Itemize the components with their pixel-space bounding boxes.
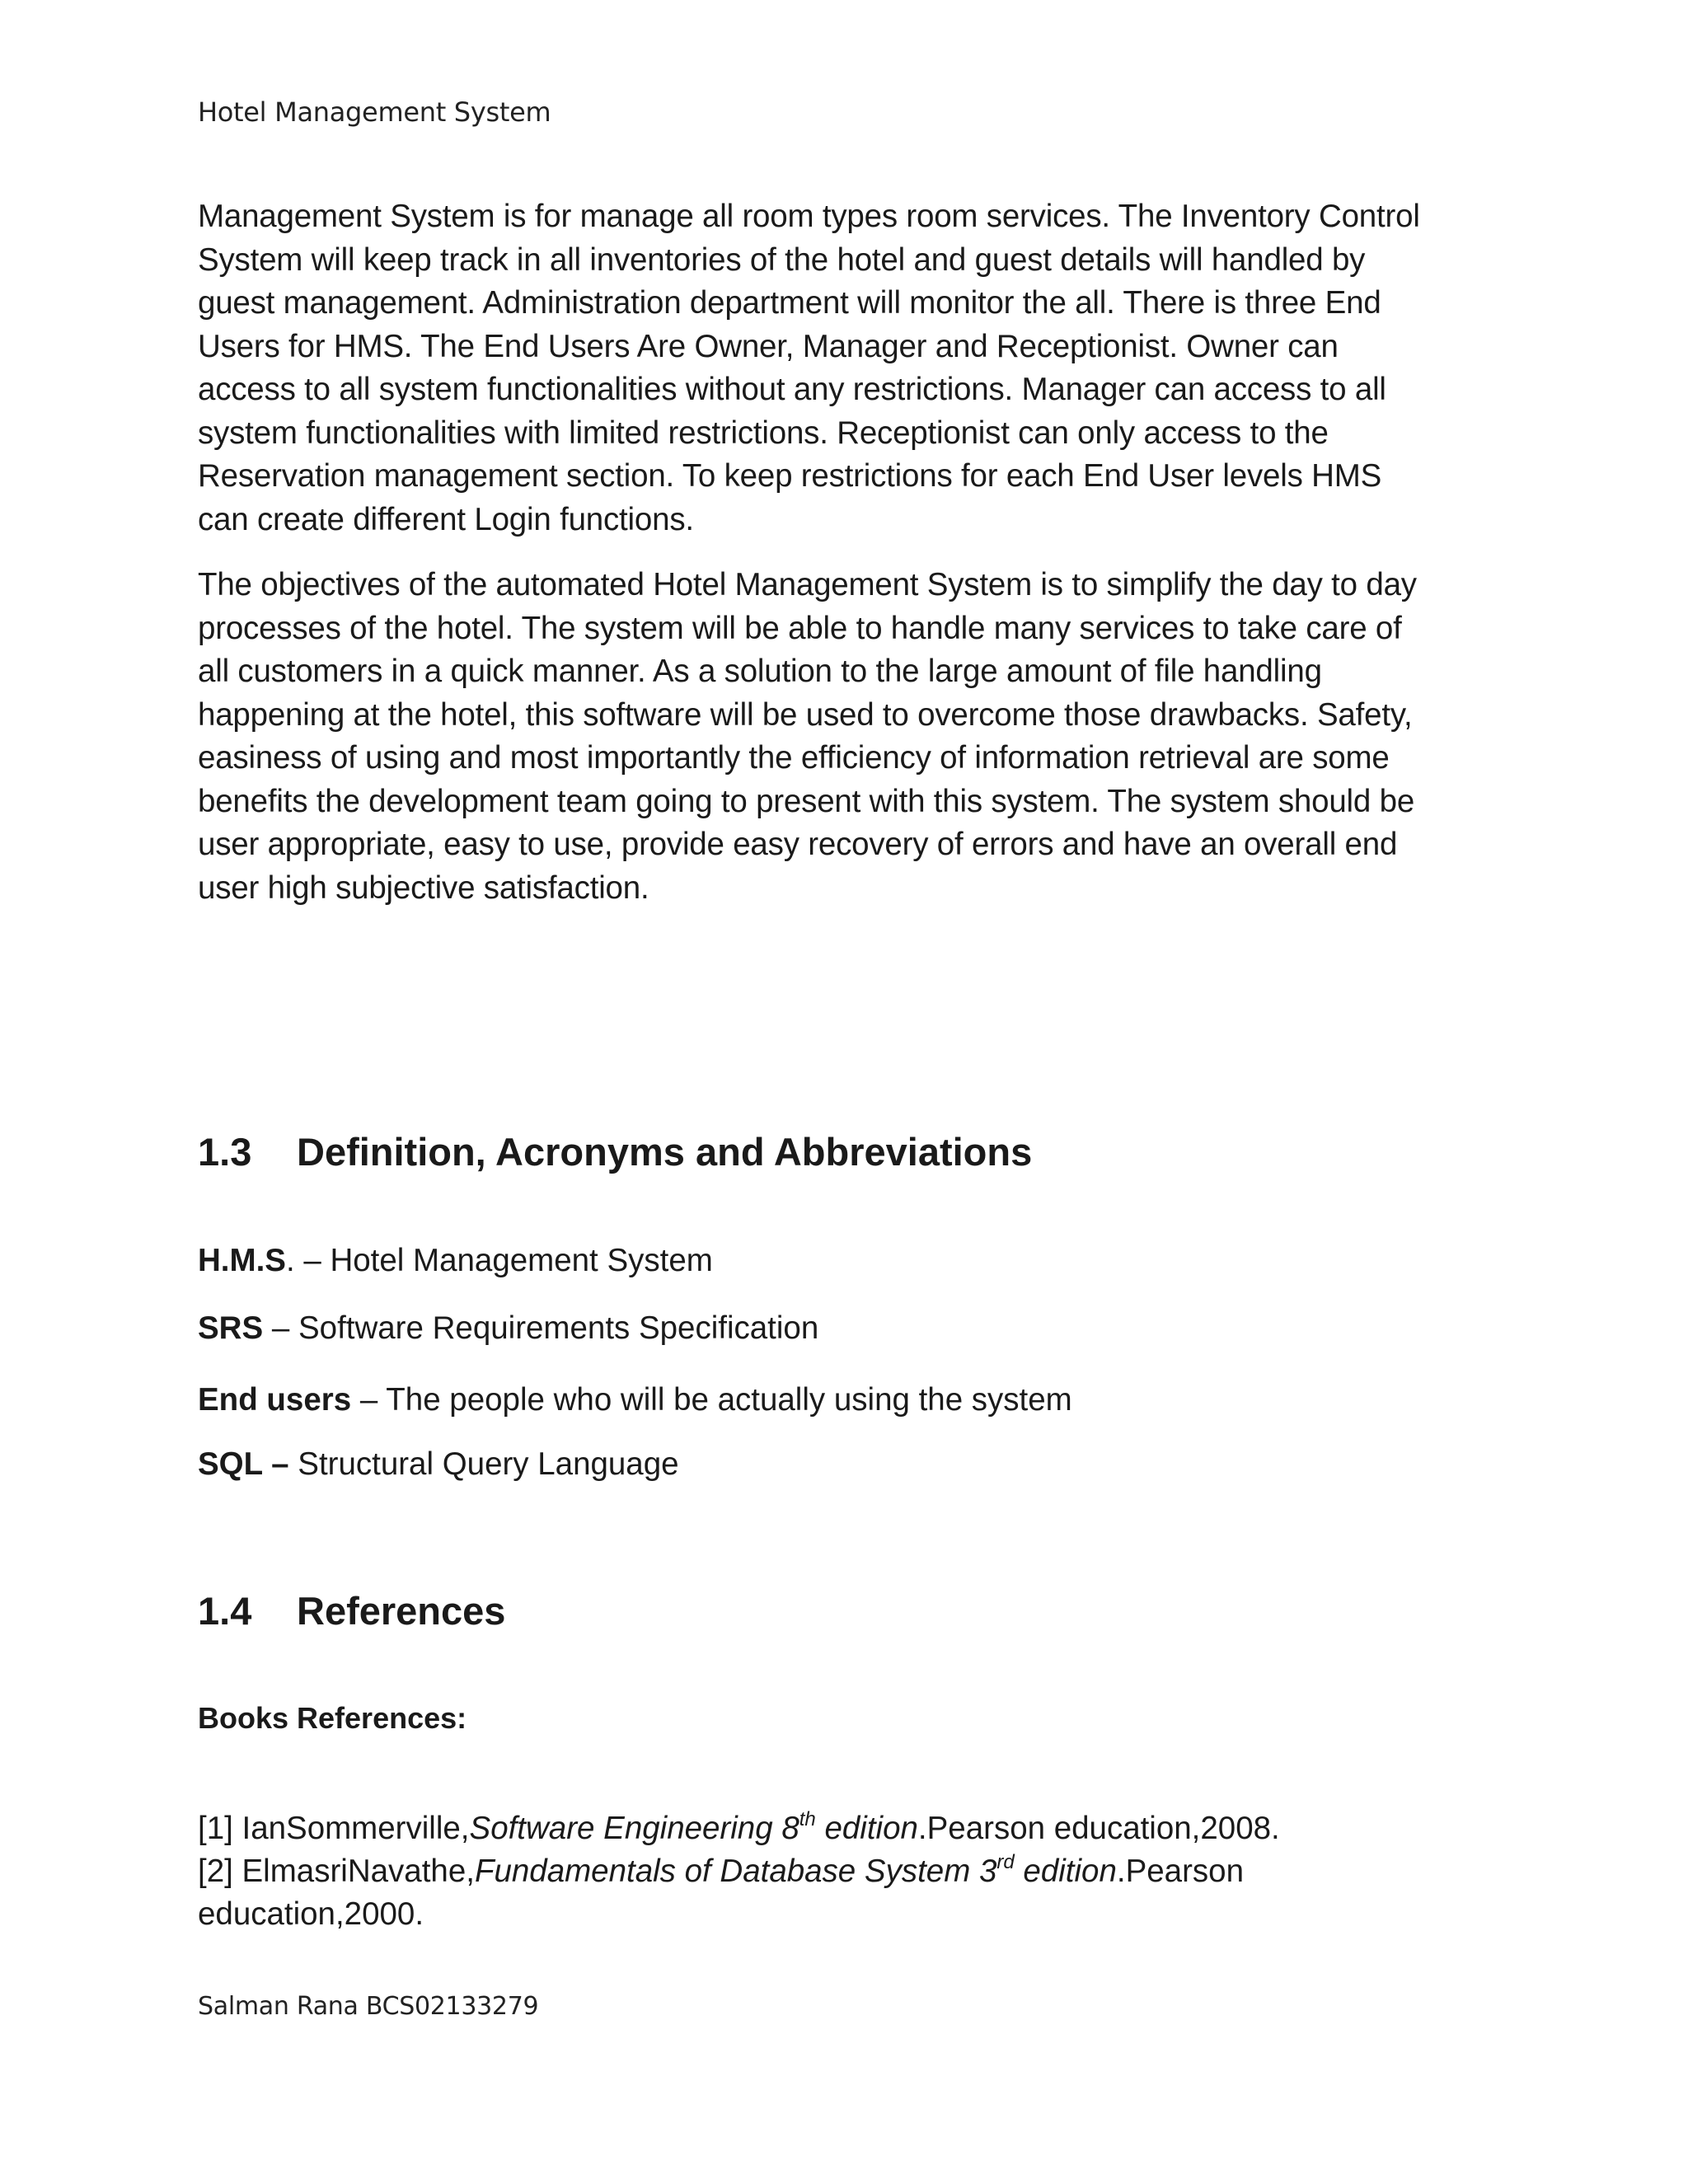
paragraph-line: System will keep track in all inventories of the hotel and guest details will handled by: [198, 241, 1366, 278]
paragraph-line: guest management. Administration department will monitor the all. There is three End: [198, 285, 1381, 321]
section-heading-definitions: [198, 1129, 1032, 1174]
section-number: 1.4: [198, 1589, 252, 1633]
body-paragraph-2: [198, 564, 1500, 910]
reference-edition: edition: [815, 1811, 918, 1846]
running-footer: Salman Rana BCS02133279: [198, 1992, 539, 2021]
edition-superscript: rd: [996, 1851, 1015, 1873]
definition-item: [198, 1382, 1072, 1418]
reference-author: [2] ElmasriNavathe,: [198, 1854, 475, 1889]
paragraph-line: Reservation management section. To keep restrictions for each End User levels HMS: [198, 458, 1382, 494]
definition-item: [198, 1310, 818, 1347]
definition-term: H.M.S: [198, 1243, 286, 1278]
reference-edition: edition: [1014, 1854, 1117, 1889]
definition-text: – Software Requirements Specification: [263, 1310, 819, 1346]
definition-term: SRS: [198, 1310, 264, 1346]
definition-term: End users: [198, 1382, 352, 1418]
reference-item-2-continuation: education,2000.: [198, 1896, 424, 1932]
paragraph-line: system functionalities with limited restrictions. Receptionist can only access to the: [198, 415, 1329, 451]
paragraph-line: easiness of using and most importantly the efficiency of information retrieval are some: [198, 740, 1390, 776]
reference-publisher: .Pearson education,2008.: [917, 1811, 1280, 1846]
reference-item-1: [198, 1807, 1517, 1850]
paragraph-line: Management System is for manage all room types room services. The Inventory Control: [198, 199, 1420, 234]
paragraph-line: benefits the development team going to present with this system. The system should be: [198, 783, 1415, 819]
reference-title: Fundamentals of Database System 3: [474, 1854, 997, 1889]
section-title: Definition, Acronyms and Abbreviations: [297, 1130, 1033, 1174]
definition-item: [198, 1446, 679, 1483]
books-references-heading: Books References:: [198, 1701, 467, 1735]
definition-text: . – Hotel Management System: [285, 1243, 713, 1278]
reference-publisher: .Pearson: [1116, 1854, 1244, 1889]
definition-term: SQL –: [198, 1446, 289, 1482]
paragraph-line: Users for HMS. The End Users Are Owner, Manager and Receptionist. Owner can: [198, 328, 1339, 364]
reference-list: [198, 1807, 1517, 1936]
paragraph-line: user appropriate, easy to use, provide easy recovery of errors and have an overall end: [198, 827, 1398, 862]
reference-author: [1] IanSommerville,: [198, 1811, 470, 1846]
definition-text: Structural Query Language: [288, 1446, 679, 1482]
reference-title: Software Engineering 8: [469, 1811, 799, 1846]
definition-text: – The people who will be actually using the system: [351, 1382, 1072, 1418]
definition-item: [198, 1243, 713, 1279]
paragraph-line: user high subjective satisfaction.: [198, 869, 649, 906]
paragraph-line: processes of the hotel. The system will be able to handle many services to take care of: [198, 610, 1402, 646]
paragraph-line: happening at the hotel, this software will be used to overcome those drawbacks. Safety,: [198, 696, 1413, 733]
section-number: 1.3: [198, 1130, 252, 1174]
section-title: References: [297, 1589, 506, 1633]
running-header: Hotel Management System: [198, 96, 551, 128]
section-heading-references: [198, 1588, 505, 1633]
reference-item-2: [198, 1850, 1517, 1893]
paragraph-line: can create different Login functions.: [198, 501, 694, 537]
paragraph-line: access to all system functionalities without any restrictions. Manager can access to all: [198, 372, 1386, 407]
edition-superscript: th: [799, 1808, 816, 1830]
paragraph-line: all customers in a quick manner. As a solution to the large amount of file handling: [198, 654, 1322, 689]
body-paragraph-1: [198, 195, 1500, 541]
paragraph-line: The objectives of the automated Hotel Management System is to simplify the day to day: [198, 567, 1417, 602]
